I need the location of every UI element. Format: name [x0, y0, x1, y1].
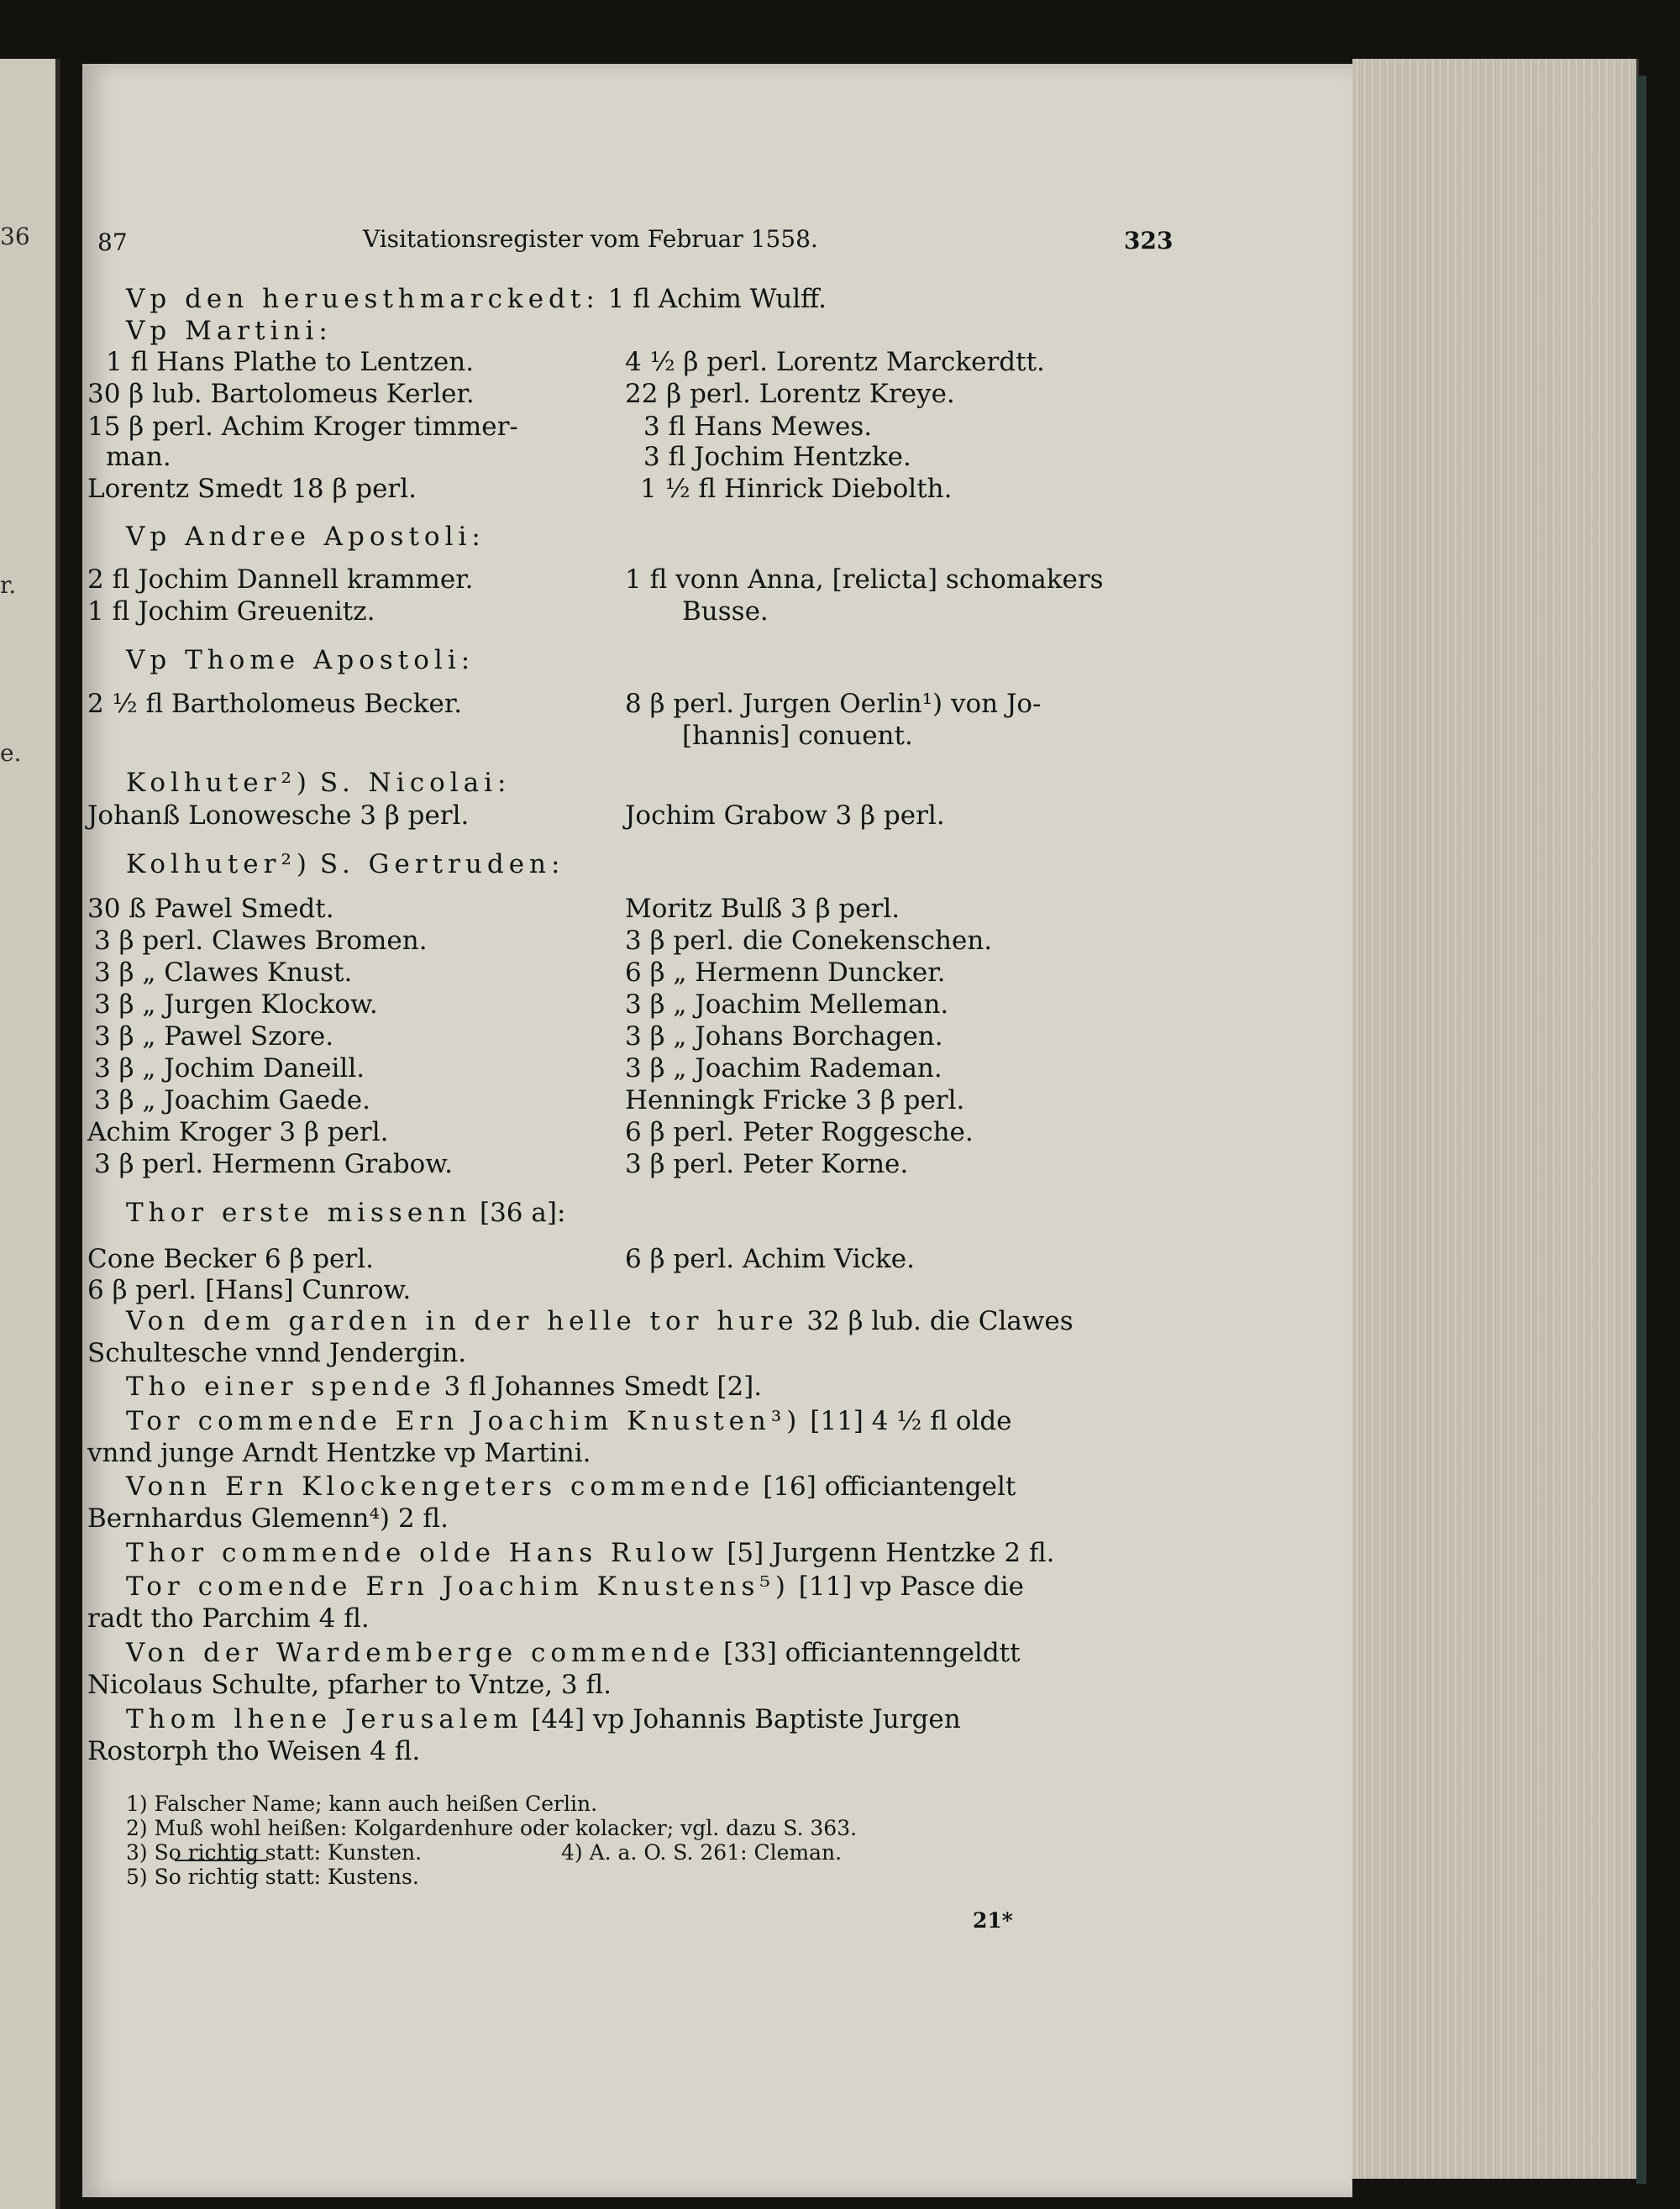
entry-paragraph: Tor comende Ern Joachim Knustens⁵) [11] vp Pasce die [126, 1571, 1025, 1602]
entry-line: 2 fl Jochim Dannell krammer. [87, 564, 474, 595]
entry-paragraph: Tho einer spende 3 fl Johannes Smedt [2]. [126, 1372, 763, 1402]
entry-line: 30 β lub. Bartolomeus Kerler. [87, 379, 475, 409]
entry-line: 6 β perl. Peter Roggesche. [625, 1117, 974, 1147]
signature-mark: 21* [973, 1908, 1013, 1933]
entry-line: 3 β „ Joachim Melleman. [625, 989, 949, 1020]
entry-line: 15 β perl. Achim Kroger timmer- [87, 412, 518, 442]
entry-line: Lorentz Smedt 18 β perl. [87, 474, 417, 504]
page-number: 323 [1124, 227, 1173, 254]
entry-line: 2 ½ fl Bartholomeus Becker. [87, 689, 463, 719]
entry-line: 3 β „ Jurgen Klockow. [94, 989, 378, 1020]
entry-line: 3 β „ Pawel Szore. [94, 1021, 334, 1052]
entry-line: Rostorph tho Weisen 4 fl. [87, 1736, 421, 1766]
entry-paragraph: Thom lhene Jerusalem [44] vp Johannis Baptiste Jurgen [126, 1704, 961, 1734]
entry-line: 3 β perl. die Conekenschen. [625, 926, 993, 956]
book-page [82, 64, 1352, 2197]
entry-line: Johanß Lonowesche 3 β perl. [87, 800, 470, 831]
entry-line: 3 β „ Johans Borchagen. [625, 1021, 943, 1052]
entry-line: 6 β „ Hermenn Duncker. [625, 958, 946, 988]
entry-heading: Kolhuter²) S. Gertruden: [126, 849, 565, 879]
footnote: 3) So richtig statt: Kunsten. [126, 1840, 423, 1865]
entry-line: 8 β perl. Jurgen Oerlin¹) von Jo- [625, 689, 1042, 719]
entry-line: man. [106, 442, 171, 472]
prev-page-fragment: 36 [0, 223, 30, 250]
entry-line: 3 β „ Jochim Daneill. [94, 1053, 365, 1084]
entry-line: Bernhardus Glemenn⁴) 2 fl. [87, 1503, 449, 1534]
previous-page-edge [0, 59, 60, 2209]
entry-line: 6 β perl. [Hans] Cunrow. [87, 1275, 412, 1305]
footnote: 2) Muß wohl heißen: Kolgardenhure oder kolacker; vgl. dazu S. 363. [126, 1816, 858, 1840]
entry-paragraph: Vonn Ern Klockengeters commende [16] officiantengelt [126, 1472, 1016, 1502]
entry-line: 3 β „ Joachim Rademan. [625, 1053, 942, 1084]
page-block-edge [1352, 59, 1639, 2179]
entry-paragraph: Von der Wardemberge commende [33] officiantenngeldtt [126, 1638, 1021, 1668]
entry-line: 3 fl Hans Mewes. [643, 412, 873, 442]
entry-line: 3 fl Jochim Hentzke. [643, 442, 911, 472]
entry-heading: Thor erste missenn [36 a]: [126, 1198, 566, 1228]
entry-line: 1 ½ fl Hinrick Diebolth. [640, 474, 953, 504]
entry-line: Henningk Fricke 3 β perl. [625, 1085, 965, 1115]
footnote: 4) A. a. O. S. 261: Cleman. [561, 1840, 843, 1865]
entry-line: vnnd junge Arndt Hentzke vp Martini. [87, 1438, 591, 1468]
entry-line: Nicolaus Schulte, pfarher to Vntze, 3 fl. [87, 1670, 612, 1700]
entry-line: 3 β perl. Peter Korne. [625, 1149, 909, 1179]
entry-line: 3 β perl. Hermenn Grabow. [94, 1149, 453, 1179]
book-spine [1636, 76, 1646, 2184]
entry-heading: Vp Martini: [126, 316, 333, 346]
entry-line: 3 β perl. Clawes Bromen. [94, 926, 428, 956]
entry-heading: Vp den heruesthmarckedt: 1 fl Achim Wulff. [126, 284, 827, 314]
entry-line: 22 β perl. Lorentz Kreye. [625, 379, 955, 409]
footnote: 1) Falscher Name; kann auch heißen Cerlin. [126, 1792, 598, 1816]
entry-line: 3 β „ Clawes Knust. [94, 958, 353, 988]
entry-line: Jochim Grabow 3 β perl. [625, 800, 945, 831]
entry-line: 1 fl Jochim Greuenitz. [87, 596, 375, 627]
entry-line: Moritz Bulß 3 β perl. [625, 894, 900, 924]
left-page-number: 87 [97, 228, 128, 256]
entry-paragraph: Von dem garden in der helle tor hure 32 β lub. die Clawes [126, 1306, 1074, 1336]
entry-line: Achim Kroger 3 β perl. [87, 1117, 389, 1147]
entry-line: [hannis] conuent. [682, 721, 913, 751]
entry-line: 1 fl Hans Plathe to Lentzen. [106, 347, 475, 377]
entry-line: radt tho Parchim 4 fl. [87, 1603, 370, 1634]
prev-page-fragment: e. [0, 739, 22, 767]
entry-heading: Kolhuter²) S. Nicolai: [126, 768, 512, 798]
entry-line: 6 β perl. Achim Vicke. [625, 1244, 915, 1274]
entry-line: Busse. [682, 596, 769, 627]
entry-paragraph: Tor commende Ern Joachim Knusten³) [11] 4 ½ fl olde [126, 1406, 1012, 1436]
entry-heading: Vp Andree Apostoli: [126, 522, 486, 552]
running-title: Visitationsregister vom Februar 1558. [363, 225, 818, 253]
entry-line: Cone Becker 6 β perl. [87, 1244, 374, 1274]
entry-paragraph: Thor commende olde Hans Rulow [5] Jurgenn Hentzke 2 fl. [126, 1538, 1055, 1568]
footnote: 5) So richtig statt: Kustens. [126, 1865, 419, 1889]
entry-line: 30 ß Pawel Smedt. [87, 894, 334, 924]
prev-page-fragment: r. [0, 571, 17, 599]
entry-line: 3 β „ Joachim Gaede. [94, 1085, 370, 1115]
entry-line: 4 ½ β perl. Lorentz Marckerdtt. [625, 347, 1045, 377]
entry-heading: Vp Thome Apostoli: [126, 645, 475, 675]
entry-line: Schultesche vnnd Jendergin. [87, 1338, 467, 1368]
entry-line: 1 fl vonn Anna, [relicta] schomakers [625, 564, 1104, 595]
